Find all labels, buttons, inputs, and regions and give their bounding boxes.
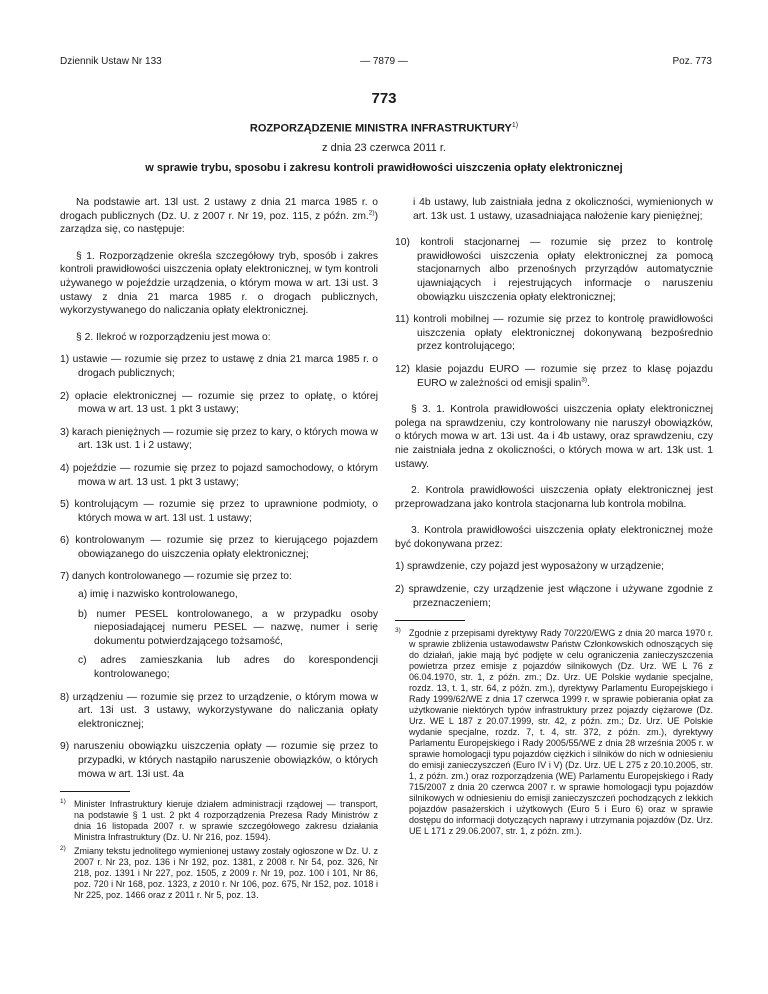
definition-item: 6) kontrolowanym — rozumie się przez to kierującego pojazdem obowiązanego do uiszczenia opłaty elektronicznej; bbox=[60, 535, 378, 560]
footnote-divider bbox=[60, 791, 130, 792]
section-3-para-2: 2. Kontrola prawidłowości uiszczenia opłaty elektronicznej jest przeprowadzana jako kontrola stacjonarna lub kontrola mobilna. bbox=[395, 485, 713, 510]
item-9-continuation: i 4b ustawy, lub zaistniała jedna z okoliczności, wymienionych w art. 13k ust. 1 ustawy, uzasadniająca nałożenie kary pieniężnej; bbox=[413, 197, 713, 222]
footnote-ref-1: 1) bbox=[511, 122, 519, 129]
footnote-2: $^{2)}$ Zmiany tekstu jednolitego wymienionej ustawy zostały ogłoszone w Dz. U. z 2007 r. Nr 23, poz. 136 i Nr 192, poz. 1381, z 2008 r. Nr 54, poz. 326, Nr 218, poz. 1391 i Nr 227, poz. 1505, z 2009 r. Nr 19, poz. 100 i 101, Nr 86, poz. 720 i Nr 168, poz. 1323, z 2010 r. Nr 106, poz. 675, Nr 152, poz. 1018 i Nr 225, poz. 1466 oraz z 2011 r. Nr 5, poz. 13. bbox=[60, 845, 378, 901]
preamble: Na podstawie art. 13l ust. 2 ustawy z dnia 21 marca 1985 r. o drogach publicznych (Dz. U. z 2007 r. Nr 19, poz. 115, z późn. zm.$^{2)}$) zarządza się, co następuje: bbox=[60, 197, 378, 236]
definition-item: 4) pojeździe — rozumie się przez to pojazd samochodowy, o którym mowa w art. 13 ust. 1 pkt 3 ustawy; bbox=[60, 462, 378, 488]
section-2-intro: § 2. Ilekroć w rozporządzeniu jest mowa o: bbox=[76, 331, 271, 343]
act-number: 773 bbox=[371, 90, 397, 107]
section-3-para-3: 3. Kontrola prawidłowości uiszczenia opłaty elektronicznej może być dokonywana przez: bbox=[395, 525, 713, 550]
check-item: 1) sprawdzenie, czy pojazd jest wyposażony w urządzenie; bbox=[395, 561, 664, 573]
footnote-3: $^{3)}$ Zgodnie z przepisami dyrektywy Rady 70/220/EWG z dnia 20 marca 1970 r. w sprawie zbliżenia ustawodawstw Państw Członkowskich odnoszących się do działań, jakie mają być podjęte w celu ograniczenia zanieczyszczenia powietrza przez emisje z pojazdów silnikowych (Dz. Urz. WE L 76 z 06.04.1970, str. 1, z późn. zm.; Dz. Urz. UE Polskie wydanie specjalne, rozdz. 13, t. 1, str. 64, z późn. zm.), dyrektywy Parlamentu Europejskiego i Rady 1999/62/WE z dnia 17 czerwca 1999 r. w sprawie pobierania opłat za użytkowanie niektórych typów infrastruktury przez pojazdy ciężarowe (Dz. Urz. WE L 187 z 20.07.1999, str. 42, z późn. zm.; Dz. Urz. UE Polskie wydanie specjalne, rozdz. 7, t. 4, str. 372, z późn. zm.), dyrektywy Parlamentu Europejskiego i Rady 2005/55/WE z dnia 28 września 2005 r. w sprawie homologacji typu pojazdów ciężkich i silników do nich w odniesieniu do emisji zanieczyszczeń (Euro IV i V) (Dz. Urz. UE L 275 z 20.10.2005, str. 1, z późn. zm.) oraz rozporządzenia (WE) Parlamentu Europejskiego i Rady 715/2007 z dnia 20 czerwca 2007 r. w sprawie homologacji typu pojazdów silnikowych w odniesieniu do emisji zanieczyszczeń pochodzących z lekkich pojazdów pasażerskich i użytkowych (Euro 5 i Euro 6) oraz w sprawie dostępu do informacji dotyczących naprawy i utrzymania pojazdów (Dz. Urz. UE L 171 z 29.06.2007, str. 1, z późn. zm.). bbox=[395, 627, 713, 837]
footnote-ref-3: 3) bbox=[581, 376, 588, 384]
definition-item: 11) kontroli mobilnej — rozumie się przez to kontrolę prawidłowości uiszczenia opłaty elektronicznej dokonywaną bezpośrednio przez kontrolującego; bbox=[395, 314, 713, 353]
page-number: — 7879 — bbox=[360, 56, 408, 67]
definition-item: 3) karach pieniężnych — rozumie się przez to kary, o których mowa w art. 13k ust. 1 i 2 ustawy; bbox=[60, 426, 378, 452]
left-column bbox=[60, 196, 378, 901]
definition-subitem: a) imię i nazwisko kontrolowanego, bbox=[78, 589, 238, 601]
definition-subitem: b) numer PESEL kontrolowanego, a w przypadku osoby nieposiadającej numeru PESEL — nazwę, numer i serię dokumentu potwierdzającego tożsamość, bbox=[78, 608, 378, 647]
right-column bbox=[395, 196, 713, 837]
section-1: § 1. Rozporządzenie określa szczegółowy tryb, sposób i zakres kontroli prawidłowości uiszczenia opłaty elektronicznej, w tym kontroli używanego w pojeździe urządzenia, o którym mowa w art. 13i ust. 3 ustawy z dnia 21 marca 1985 r. o drogach publicznych, wykorzystywanego do naliczania opłaty elektronicznej. bbox=[60, 250, 378, 317]
act-date: z dnia 23 czerwca 2011 r. bbox=[322, 142, 446, 154]
definition-item: 12) klasie pojazdu EURO — rozumie się przez to klasę pojazdu EURO w zależności od emisji spalin$^{3)}$. bbox=[395, 363, 713, 389]
position-number: Poz. 773 bbox=[672, 56, 712, 67]
definition-item: 8) urządzeniu — rozumie się przez to urządzenie, o którym mowa w art. 13i ust. 3 ustawy, wykorzystywane do naliczania opłaty elektronicznej; bbox=[60, 691, 378, 730]
definition-item: 10) kontroli stacjonarnej — rozumie się przez to kontrolę prawidłowości uiszczenia opłaty elektronicznej za pomocą stacjonarnych albo przenośnych przyrządów automatycznie ujawniających i rejestrujących informacje o naruszeniu obowiązku uiszczenia opłaty elektronicznej; bbox=[395, 237, 713, 303]
act-title bbox=[0, 122, 768, 135]
act-title-text: ROZPORZĄDZENIE MINISTRA INFRASTRUKTURY bbox=[249, 122, 512, 135]
definition-subitem: c) adres zamieszkania lub adres do korespondencji kontrolowanego; bbox=[78, 655, 378, 681]
journal-title: Dziennik Ustaw Nr 133 bbox=[60, 56, 162, 67]
definition-item: 7) danych kontrolowanego — rozumie się przez to: bbox=[60, 571, 292, 583]
definition-item: 2) opłacie elektronicznej — rozumie się przez to opłatę, o której mowa w art. 13 ust. 1 pkt 3 ustawy; bbox=[60, 390, 378, 416]
footnote-ref-2: 2) bbox=[368, 209, 375, 217]
section-3-para-1: § 3. 1. Kontrola prawidłowości uiszczenia opłaty elektronicznej polega na sprawdzeniu, czy kontrolowany nie naruszył obowiązków, o których mowa w art. 13i ust. 4a i 4b ustawy, oraz sprawdzeniu, czy nie zaistniała jedna z okoliczności, o których mowa w art. 13k ust. 1 ustawy. bbox=[395, 404, 713, 470]
definition-item: 9) naruszeniu obowiązku uiszczenia opłaty — rozumie się przez to przypadki, w których nastąpiło naruszenie obowiązków, o których mowa w art. 13i ust. 4a bbox=[60, 741, 378, 780]
definition-item: 5) kontrolującym — rozumie się przez to uprawnione podmioty, o których mowa w art. 13l ust. 1 ustawy; bbox=[60, 499, 378, 524]
footnote-1: $^{1)}$ Minister Infrastruktury kieruje działem administracji rządowej — transport, na podstawie § 1 ust. 2 pkt 4 rozporządzenia Prezesa Rady Ministrów z dnia 16 listopada 2007 r. w sprawie szczegółowego zakresu działania Ministra Infrastruktury (Dz. U. Nr 216, poz. 1594). bbox=[60, 798, 378, 843]
check-item: 2) sprawdzenie, czy urządzenie jest włączone i używane zgodnie z przeznaczeniem; bbox=[395, 584, 713, 609]
definition-item: 1) ustawie — rozumie się przez to ustawę z dnia 21 marca 1985 r. o drogach publicznych; bbox=[60, 354, 378, 379]
act-subject: w sprawie trybu, sposobu i zakresu kontroli prawidłowości uiszczenia opłaty elektronicznej bbox=[145, 162, 623, 174]
footnote-divider bbox=[395, 620, 465, 621]
